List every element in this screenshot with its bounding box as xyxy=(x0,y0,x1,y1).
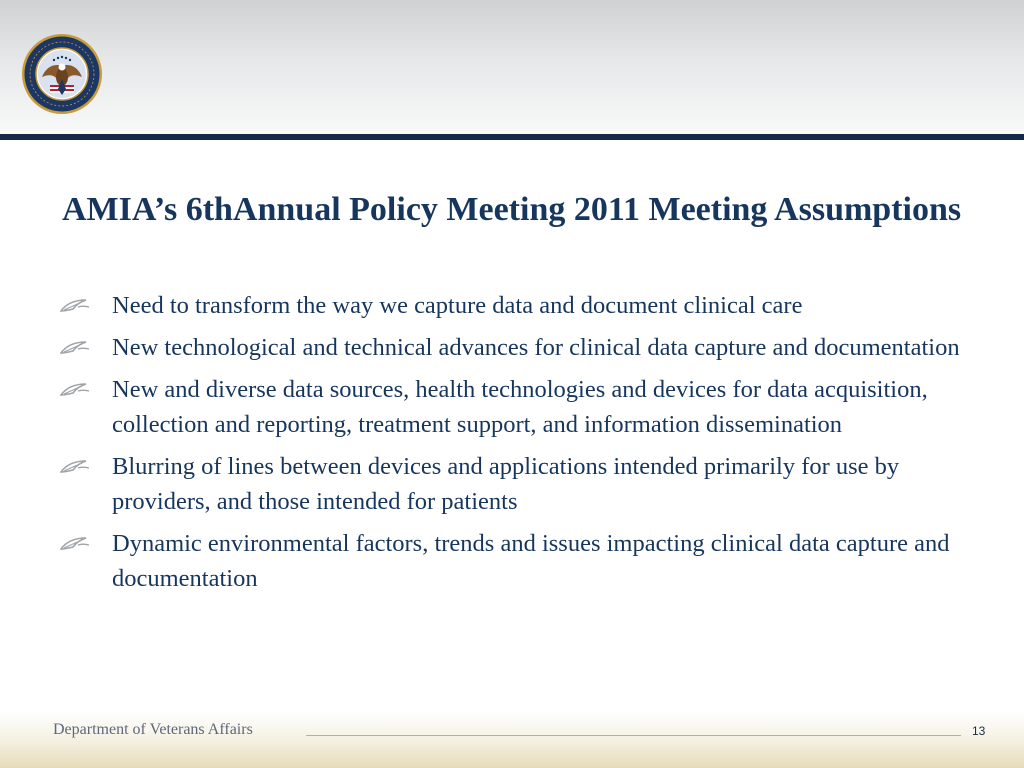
bullet-item xyxy=(60,449,980,519)
bullet-text: New and diverse data sources, health technologies and devices for data acquisition, collection and reporting, treatment support, and information dissemination xyxy=(112,376,928,438)
footer-label: Department of Veterans Affairs xyxy=(53,721,253,738)
quill-pen-icon xyxy=(60,340,90,356)
bullet-text: New technological and technical advances for clinical data capture and documentation xyxy=(112,334,960,361)
bullet-item xyxy=(60,526,980,596)
quill-pen-icon xyxy=(60,382,90,398)
slide-title: AMIA’s 6thAnnual Policy Meeting 2011 Meeting Assumptions xyxy=(62,191,962,228)
quill-pen-icon xyxy=(60,459,90,475)
quill-pen-icon xyxy=(60,298,90,314)
bullet-item xyxy=(60,288,980,323)
bullet-item xyxy=(60,330,980,365)
footer-rule xyxy=(306,735,961,736)
bullet-text: Blurring of lines between devices and applications intended primarily for use by providers, and those intended for patients xyxy=(112,453,900,515)
slide-header-band xyxy=(0,0,1024,136)
header-divider xyxy=(0,134,1024,140)
bullet-text: Need to transform the way we capture data and document clinical care xyxy=(112,292,803,319)
bullet-item xyxy=(60,372,980,442)
bullet-list xyxy=(60,288,980,603)
quill-pen-icon xyxy=(60,536,90,552)
va-seal-icon xyxy=(21,33,103,115)
bullet-text: Dynamic environmental factors, trends and issues impacting clinical data capture and documentation xyxy=(112,530,950,592)
page-number: 13 xyxy=(972,724,986,738)
